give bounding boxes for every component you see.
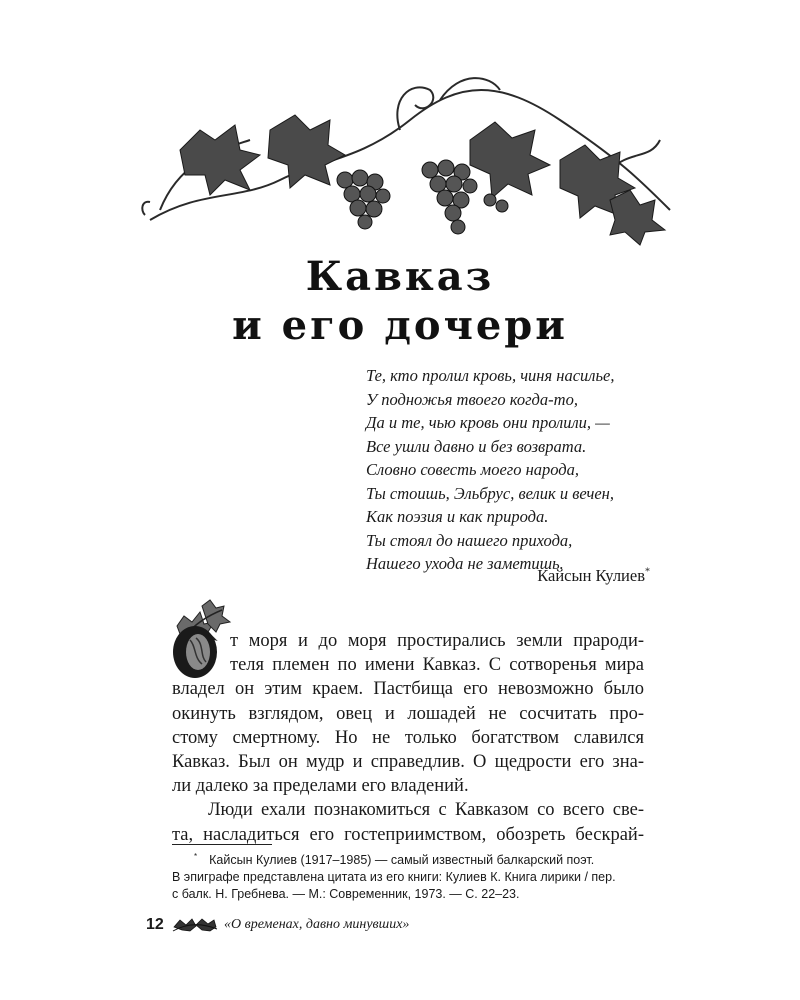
- epigraph-line: Ты стоишь, Эльбрус, велик и вечен,: [366, 483, 614, 503]
- epigraph-line: Ты стоял до нашего прихода,: [366, 530, 573, 550]
- footnote-line: В эпиграфе представлена цитата из его книги: Кулиев К. Книга лирики / пер.: [172, 870, 616, 885]
- epigraph: [366, 364, 656, 576]
- running-title: «О временах, давно минувших»: [224, 917, 410, 932]
- epigraph-line: Да и те, чью кровь они пролили, —: [366, 413, 610, 432]
- author-name: Кайсын Кулиев: [537, 566, 645, 585]
- footnote-line: [172, 848, 644, 869]
- body-line: теля племен по имени Кавказ. С сотворенья мира: [230, 655, 644, 676]
- chapter-title-line-2: и его дочери: [232, 302, 568, 349]
- epigraph-line: Словно совесть моего народа,: [366, 460, 580, 479]
- body-line: Люди ехали познакомиться с Кавказом со всего све-: [208, 800, 644, 821]
- grapevine-ornament-icon: [140, 60, 680, 250]
- footnote-mark: *: [194, 852, 198, 861]
- footnote-divider: [172, 844, 272, 845]
- body-text: [172, 629, 644, 847]
- epigraph-line: Нашего ухода не заметишь.: [366, 554, 564, 573]
- chapter-title-line-1: Кавказ: [305, 253, 495, 300]
- epigraph-line: У подножья твоего когда-то,: [366, 389, 578, 409]
- body-line: Кавказ. Был он мудр и справедлив. О щедрости его зна-: [172, 752, 644, 773]
- dropcap-text: О: [170, 622, 171, 623]
- body-line: т моря и до моря простирались земли прароди-: [230, 631, 644, 651]
- page-number: 12: [146, 916, 164, 933]
- epigraph-line: Как поэзия и как природа.: [366, 507, 549, 526]
- footnote-reference: *: [645, 566, 650, 578]
- body-line: стому смертному. Но не только богатством славился: [172, 727, 644, 748]
- footnote-line-text: Кайсын Кулиев (1917–1985) — самый известный балкарский поэт.: [209, 853, 595, 868]
- epigraph-line: Те, кто пролил кровь, чиня насилье,: [366, 366, 615, 385]
- small-vine-icon: [172, 917, 218, 933]
- epigraph-line: Все ушли давно и без возврата.: [366, 436, 587, 456]
- footnote-line: с балк. Н. Гребнева. — М.: Современник, 1973. — С. 22–23.: [172, 887, 520, 902]
- footnote: [172, 848, 644, 903]
- body-line: владел он этим краем. Пастбища его невозможно было: [172, 679, 644, 700]
- body-line: та, насладиться его гостеприимством, обозреть бескрай-: [172, 824, 644, 845]
- epigraph-author: [537, 566, 650, 586]
- body-line: окинуть взглядом, овец и лошадей не сосчитать про-: [172, 703, 644, 724]
- body-line: ли далеко за пределами его владений.: [172, 776, 469, 797]
